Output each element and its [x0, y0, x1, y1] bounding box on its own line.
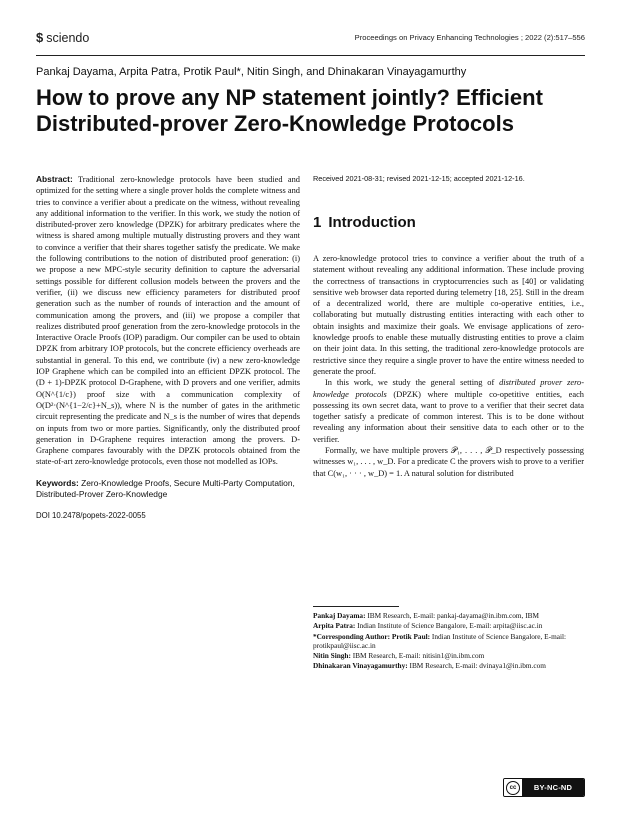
- footnote-item: [313, 611, 584, 620]
- abstract: [36, 174, 300, 468]
- author-footnotes: [313, 606, 584, 672]
- sciendo-logo-icon: $: [36, 30, 44, 45]
- footnote-author: Pankaj Dayama:: [313, 611, 366, 620]
- footnote-author: Nitin Singh:: [313, 651, 351, 661]
- keywords: [36, 478, 300, 501]
- left-column: [36, 174, 300, 520]
- footnote-affiliation: IBM Research, E-mail: dvinaya1@in.ibm.com: [407, 661, 546, 671]
- header-rule: [36, 55, 585, 56]
- sciendo-logo-text: sciendo: [46, 30, 90, 45]
- footnote-item: [313, 632, 584, 651]
- footnote-item: [313, 661, 584, 670]
- right-column: [313, 174, 584, 479]
- intro-paragraph-2-start: In this work, we study the general setting of: [325, 378, 500, 388]
- abstract-label: Abstract:: [36, 174, 73, 184]
- license-text: BY-NC-ND: [522, 779, 584, 796]
- footnote-affiliation: IBM Research, E-mail: nitisin1@in.ibm.com: [350, 651, 485, 661]
- creative-commons-icon: [504, 779, 522, 796]
- cc-license-badge[interactable]: [503, 778, 585, 797]
- keywords-label: Keywords:: [36, 477, 79, 488]
- received-dates: Received 2021-08-31; revised 2021-12-15; accepted 2021-12-16.: [313, 174, 525, 183]
- intro-paragraph-1: A zero-knowledge protocol tries to convince a verifier about the truth of a statement without revealing any additional information. These include proving the correctness of transactions in cryptocurrencies such as [40] or validating sensitive web browser data reported during telemetry [18, 25]. Still in the dream of a decentralized world, there are multiple co-operative entities, i.e., collaborating but mutually distrusting entities interacting with each other to obtain insights and maximize their goals. We envisage applications of zero-knowledge proofs to enable these mutually distrusting entities to prove a claim on their joint data. In this setting, the traditional zero-knowledge protocols are restrictive since they require a single prover to have the entire witness needed to generate the proof.: [313, 254, 584, 376]
- footnote-affiliation: Indian Institute of Science Bangalore, E-mail: arpita@iisc.ac.in: [355, 621, 543, 631]
- intro-paragraph-2: [313, 377, 584, 445]
- journal-citation: Proceedings on Privacy Enhancing Technologies ; 2022 (2):517–556: [354, 33, 585, 42]
- intro-paragraph-2-emphasis: distributed prover zero-knowledge protocols: [313, 378, 584, 399]
- footnote-item: [313, 621, 584, 630]
- footnote-rule: [313, 606, 399, 607]
- page-header: [36, 30, 585, 50]
- keywords-text: Zero-Knowledge Proofs, Secure Multi-Party Computation, Distributed-Prover Zero-Knowledge: [36, 477, 295, 500]
- intro-paragraph-3: Formally, we have multiple provers 𝒫₁, . . . , 𝒫_D respectively possessing witnesses w₁, . . . , w_D. For a predicate C the provers wish to prove to a verifier that C(w₁, · · · , w_D) = 1. A natural solution for distributed: [313, 446, 584, 478]
- footnote-item: [313, 651, 584, 660]
- paper-title: How to prove any NP statement jointly? Efficient Distributed-prover Zero-Knowledge Protocols: [36, 85, 543, 136]
- cc-icon-text: cc: [506, 781, 520, 795]
- footnote-affiliation: Indian Institute of Science Bangalore, E-mail: protikpaul@iisc.ac.in: [313, 631, 567, 650]
- section-heading: [313, 214, 584, 231]
- footnote-author: *Corresponding Author: Protik Paul:: [313, 631, 431, 641]
- footnote-affiliation: IBM Research, E-mail: pankaj-dayama@in.ibm.com, IBM: [365, 611, 539, 620]
- sciendo-logo[interactable]: [36, 30, 89, 45]
- intro-paragraph-2-end: (DPZK) where multiple co-opetitive entities, each possessing its own secret data, want to prove to a verifier that their secret data together satisfy a predicate of common interest. This is to be done without revealing any information about their sensitive data to each other or to the verifier.: [313, 389, 584, 444]
- author-list: Pankaj Dayama, Arpita Patra, Protik Paul*, Nitin Singh, and Dhinakaran Vinayagamurthy: [36, 66, 467, 78]
- footnote-author: Arpita Patra:: [313, 621, 356, 631]
- section-title: Introduction: [328, 214, 416, 231]
- doi-link[interactable]: DOI 10.2478/popets-2022-0055: [36, 511, 146, 521]
- abstract-text: Traditional zero-knowledge protocols have been studied and optimized for the setting where a single prover holds the complete witness and tries to convince a verifier about a predicate on the witness, without revealing any additional information to the verifier. In this work, we study the notion of distributed-prover zero knowledge (DPZK) for arbitrary predicates where the witness is shared among multiple mutually distrusting provers and they want to convince a verifier that their shares together satisfy the predicate. We make the following contributions to the notion of distributed proof generation: (i) we propose a new MPC-style security definition to capture the adversarial settings possible for different collusion models between the provers and the verifier, (ii) we discuss new efficiency parameters for distributed proof generation such as the number of rounds of interaction and the amount of communication among the provers, and (iii) we propose a compiler that realizes distributed proof generation from the zero-knowledge protocols in the Interactive Oracle Proofs (IOP) paradigm. Our compiler can be used to obtain DPZK from arbitrary IOP protocols, but the concrete efficiency overheads are substantial in general. To this end, we contribute (iv) a new zero-knowledge IOP Graphene which can be compiled into an efficient DPZK protocol. The (D + 1)-DPZK protocol D-Graphene, with D provers and one verifier, admits O(N^{1/c}) proof size with a communication complexity of O(D²·(N^{1−2/c}+N_s)), where N is the number of gates in the arithmetic circuit representing the predicate and N_s is the number of wires that depends on inputs from two or more parties. Significantly, only the distributed proof generation in D-Graphene requires interaction among the provers. D-Graphene compares favourably with the DPZK protocols obtained from the state-of-art zero-knowledge protocols, even those not modelled as IOPs.: [36, 175, 300, 467]
- section-number: 1: [313, 214, 322, 231]
- footnote-author: Dhinakaran Vinayagamurthy:: [313, 661, 408, 671]
